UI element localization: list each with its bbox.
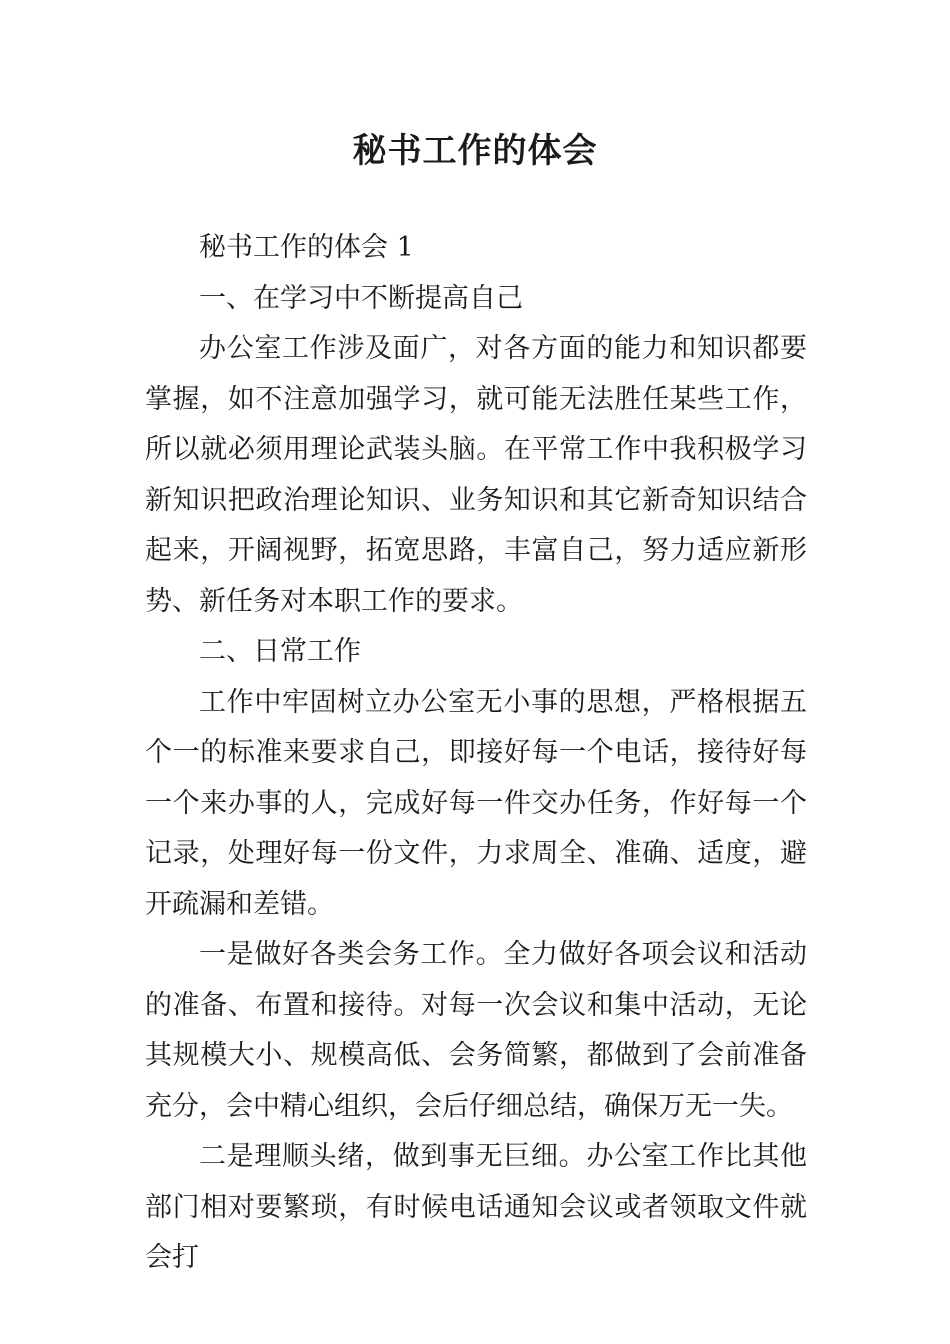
- body-paragraph: 工作中牢固树立办公室无小事的思想，严格根据五个一的标准来要求自己，即接好每一个电话，接待好每一个来办事的人，完成好每一件交办任务，作好每一个记录，处理好每一份文件，力求周全、准确、适度，避开疏漏和差错。: [145, 686, 807, 920]
- document-title: 秘书工作的体会: [352, 131, 598, 171]
- document-body: [145, 223, 807, 1284]
- section-heading: 秘书工作的体会 1: [199, 232, 414, 263]
- body-paragraph: 一是做好各类会务工作。全力做好各项会议和活动的准备、布置和接待。对每一次会议和集中活动，无论其规模大小、规模高低、会务简繁，都做到了会前准备充分，会中精心组织，会后仔细总结，确保万无一失。: [145, 939, 807, 1122]
- body-paragraph: 二是理顺头绪，做到事无巨细。办公室工作比其他部门相对要繁琐，有时候电话通知会议或者领取文件就会打: [145, 1141, 807, 1273]
- subsection-heading: 二、日常工作: [199, 636, 361, 667]
- subsection-heading: 一、在学习中不断提高自己: [199, 282, 523, 314]
- body-paragraph: 办公室工作涉及面广，对各方面的能力和知识都要掌握，如不注意加强学习，就可能无法胜任某些工作，所以就必须用理论武装头脑。在平常工作中我积极学习新知识把政治理论知识、业务知识和其它新奇知识结合起来，开阔视野，拓宽思路，丰富自己，努力适应新形势、新任务对本职工作的要求。: [145, 333, 807, 617]
